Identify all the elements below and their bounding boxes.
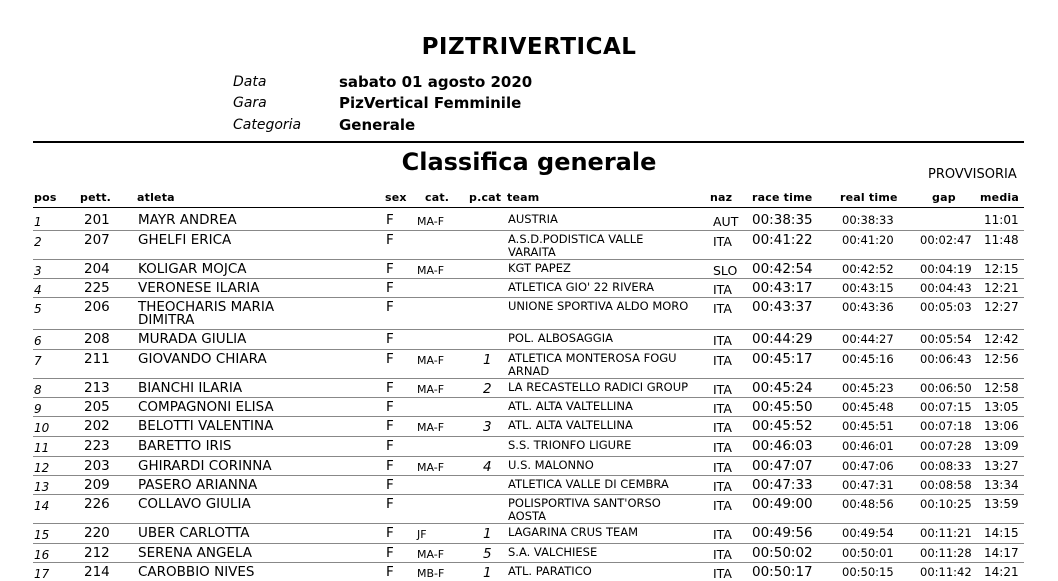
cell-sex: F bbox=[386, 545, 394, 561]
row-divider bbox=[33, 278, 1024, 279]
cell-naz: ITA bbox=[713, 234, 732, 249]
cell-sex: F bbox=[386, 418, 394, 434]
cell-pcat: 4 bbox=[483, 459, 492, 475]
cell-real: 00:38:33 bbox=[842, 213, 894, 227]
cell-sex: F bbox=[386, 458, 394, 474]
status-label: PROVVISORIA bbox=[928, 167, 1017, 182]
cell-naz: ITA bbox=[713, 301, 732, 316]
cell-pett: 213 bbox=[84, 380, 110, 396]
cell-naz: ITA bbox=[713, 333, 732, 348]
cell-race: 00:43:37 bbox=[752, 299, 813, 315]
cell-sex: F bbox=[386, 399, 394, 415]
cell-pos: 5 bbox=[34, 302, 42, 316]
cell-real: 00:44:27 bbox=[842, 332, 894, 346]
row-divider bbox=[33, 416, 1024, 417]
cell-naz: ITA bbox=[713, 282, 732, 297]
cell-pos: 9 bbox=[34, 402, 42, 416]
cell-atleta: PASERO ARIANNA bbox=[138, 477, 258, 493]
cell-pos: 4 bbox=[34, 283, 42, 297]
cell-team: A.S.D.PODISTICA VALLE bbox=[508, 232, 644, 246]
cell-atleta: COMPAGNONI ELISA bbox=[138, 399, 274, 415]
cell-atleta: SERENA ANGELA bbox=[138, 545, 253, 561]
cell-team: U.S. MALONNO bbox=[508, 458, 594, 472]
cell-race: 00:50:02 bbox=[752, 545, 813, 561]
gara-label: Gara bbox=[233, 95, 267, 111]
cell-pett: 208 bbox=[84, 331, 110, 347]
cell-sex: F bbox=[386, 438, 394, 454]
cell-pos: 12 bbox=[34, 461, 50, 475]
cell-cat: MA-F bbox=[417, 548, 445, 561]
cell-race: 00:45:52 bbox=[752, 418, 813, 434]
cell-race: 00:45:50 bbox=[752, 399, 813, 415]
cell-sex: F bbox=[386, 351, 394, 367]
categoria-value: Generale bbox=[339, 116, 416, 134]
cell-naz: ITA bbox=[713, 527, 732, 542]
cell-atleta: THEOCHARIS MARIA bbox=[138, 299, 275, 315]
cell-pos: 3 bbox=[34, 264, 42, 278]
cell-race: 00:41:22 bbox=[752, 232, 813, 248]
cell-naz: ITA bbox=[713, 479, 732, 494]
cell-pett: 212 bbox=[84, 545, 110, 561]
cell-cat: MA-F bbox=[417, 461, 445, 474]
cell-team: ATLETICA MONTEROSA FOGU bbox=[508, 351, 677, 365]
cell-gap: 00:04:43 bbox=[920, 281, 972, 295]
cell-team: ATL. PARATICO bbox=[508, 564, 592, 578]
cell-pos: 15 bbox=[34, 528, 50, 542]
cell-real: 00:42:52 bbox=[842, 262, 894, 276]
cell-gap: 00:05:03 bbox=[920, 300, 972, 314]
cell-cat: MA-F bbox=[417, 264, 445, 277]
cell-media: 11:01 bbox=[984, 213, 1019, 227]
cell-pos: 13 bbox=[34, 480, 50, 494]
cell-atleta: UBER CARLOTTA bbox=[138, 525, 250, 541]
cell-race: 00:44:29 bbox=[752, 331, 813, 347]
cell-sex: F bbox=[386, 564, 394, 580]
cell-naz: SLO bbox=[713, 263, 738, 278]
row-divider bbox=[33, 259, 1024, 260]
cell-atleta: BELOTTI VALENTINA bbox=[138, 418, 274, 434]
cell-race: 00:50:17 bbox=[752, 564, 813, 580]
cell-gap: 00:08:33 bbox=[920, 459, 972, 473]
row-divider bbox=[33, 475, 1024, 476]
cell-race: 00:38:35 bbox=[752, 212, 813, 228]
cell-gap: 00:10:25 bbox=[920, 497, 972, 511]
cell-pcat: 2 bbox=[483, 381, 492, 397]
row-divider bbox=[33, 297, 1024, 298]
cell-team: ATLETICA GIO' 22 RIVERA bbox=[508, 280, 655, 294]
cell-pett: 223 bbox=[84, 438, 110, 454]
cell-sex: F bbox=[386, 525, 394, 541]
cell-pos: 11 bbox=[34, 441, 50, 455]
row-divider bbox=[33, 523, 1024, 524]
cell-atleta: MURADA GIULIA bbox=[138, 331, 247, 347]
cell-cat: MB-F bbox=[417, 567, 445, 580]
cell-real: 00:45:48 bbox=[842, 400, 894, 414]
cell-gap: 00:05:54 bbox=[920, 332, 972, 346]
cell-real: 00:45:23 bbox=[842, 381, 894, 395]
row-divider bbox=[33, 397, 1024, 398]
cell-pett: 206 bbox=[84, 299, 110, 315]
cell-team: S.A. VALCHIESE bbox=[508, 545, 598, 559]
cell-media: 14:15 bbox=[984, 526, 1019, 540]
cell-media: 14:17 bbox=[984, 546, 1019, 560]
header-pcat: p.cat bbox=[469, 191, 502, 204]
header-pett: pett. bbox=[80, 191, 112, 204]
cell-media: 14:21 bbox=[984, 565, 1019, 579]
cell-pos: 2 bbox=[34, 235, 42, 249]
categoria-label: Categoria bbox=[233, 117, 302, 133]
cell-team: AOSTA bbox=[508, 509, 547, 523]
header-pos: pos bbox=[34, 191, 57, 204]
cell-pos: 10 bbox=[34, 421, 50, 435]
cell-race: 00:46:03 bbox=[752, 438, 813, 454]
cell-naz: ITA bbox=[713, 566, 732, 581]
cell-pos: 6 bbox=[34, 334, 42, 348]
cell-pos: 16 bbox=[34, 548, 50, 562]
cell-pos: 8 bbox=[34, 383, 42, 397]
cell-pos: 7 bbox=[34, 354, 42, 368]
cell-atleta: CAROBBIO NIVES bbox=[138, 564, 255, 580]
cell-pett: 211 bbox=[84, 351, 110, 367]
cell-naz: ITA bbox=[713, 382, 732, 397]
cell-team: AUSTRIA bbox=[508, 212, 558, 226]
cell-real: 00:47:06 bbox=[842, 459, 894, 473]
cell-cat: JF bbox=[417, 528, 427, 541]
header-cat: cat. bbox=[425, 191, 450, 204]
cell-pcat: 1 bbox=[483, 526, 492, 542]
cell-atleta: GHIRARDI CORINNA bbox=[138, 458, 272, 474]
header-gap: gap bbox=[932, 191, 956, 204]
cell-pett: 226 bbox=[84, 496, 110, 512]
cell-atleta: BARETTO IRIS bbox=[138, 438, 232, 454]
cell-atleta: COLLAVO GIULIA bbox=[138, 496, 251, 512]
row-divider bbox=[33, 436, 1024, 437]
cell-real: 00:46:01 bbox=[842, 439, 894, 453]
cell-real: 00:49:54 bbox=[842, 526, 894, 540]
header-media: media bbox=[980, 191, 1019, 204]
cell-sex: F bbox=[386, 496, 394, 512]
cell-pcat: 1 bbox=[483, 565, 492, 581]
ranking-title: Classifica generale bbox=[401, 148, 657, 176]
cell-sex: F bbox=[386, 212, 394, 228]
cell-team: POLISPORTIVA SANT'ORSO bbox=[508, 496, 661, 510]
cell-atleta: GIOVANDO CHIARA bbox=[138, 351, 267, 367]
cell-atleta: MAYR ANDREA bbox=[138, 212, 237, 228]
cell-media: 12:58 bbox=[984, 381, 1019, 395]
cell-pos: 17 bbox=[34, 567, 50, 581]
cell-media: 13:59 bbox=[984, 497, 1019, 511]
cell-media: 13:05 bbox=[984, 400, 1019, 414]
header-race-time: race time bbox=[752, 191, 813, 204]
row-divider bbox=[33, 378, 1024, 379]
cell-team: ATL. ALTA VALTELLINA bbox=[508, 399, 633, 413]
gara-value: PizVertical Femminile bbox=[339, 94, 522, 112]
cell-naz: AUT bbox=[713, 214, 739, 229]
header-team: team bbox=[507, 191, 540, 204]
cell-atleta: VERONESE ILARIA bbox=[138, 280, 260, 296]
cell-real: 00:47:31 bbox=[842, 478, 894, 492]
cell-team: ARNAD bbox=[508, 364, 550, 378]
cell-team: ATLETICA VALLE DI CEMBRA bbox=[508, 477, 669, 491]
cell-pett: 225 bbox=[84, 280, 110, 296]
cell-race: 00:43:17 bbox=[752, 280, 813, 296]
cell-race: 00:45:17 bbox=[752, 351, 813, 367]
cell-team: ATL. ALTA VALTELLINA bbox=[508, 418, 633, 432]
cell-media: 13:09 bbox=[984, 439, 1019, 453]
cell-sex: F bbox=[386, 299, 394, 315]
cell-media: 11:48 bbox=[984, 233, 1019, 247]
cell-pett: 203 bbox=[84, 458, 110, 474]
cell-team: KGT PAPEZ bbox=[508, 261, 571, 275]
cell-media: 13:27 bbox=[984, 459, 1019, 473]
cell-gap: 00:11:28 bbox=[920, 546, 972, 560]
cell-media: 12:56 bbox=[984, 352, 1019, 366]
cell-atleta: DIMITRA bbox=[138, 312, 195, 328]
cell-naz: ITA bbox=[713, 401, 732, 416]
cell-gap: 00:06:50 bbox=[920, 381, 972, 395]
cell-real: 00:50:15 bbox=[842, 565, 894, 579]
cell-gap: 00:07:18 bbox=[920, 419, 972, 433]
cell-atleta: BIANCHI ILARIA bbox=[138, 380, 243, 396]
cell-pett: 201 bbox=[84, 212, 110, 228]
cell-pcat: 5 bbox=[483, 546, 492, 562]
cell-real: 00:41:20 bbox=[842, 233, 894, 247]
cell-team: LAGARINA CRUS TEAM bbox=[508, 525, 639, 539]
cell-pett: 207 bbox=[84, 232, 110, 248]
cell-gap: 00:08:58 bbox=[920, 478, 972, 492]
cell-sex: F bbox=[386, 477, 394, 493]
cell-real: 00:43:36 bbox=[842, 300, 894, 314]
header-sex: sex bbox=[385, 191, 407, 204]
cell-naz: ITA bbox=[713, 420, 732, 435]
cell-media: 12:27 bbox=[984, 300, 1019, 314]
cell-naz: ITA bbox=[713, 353, 732, 368]
row-divider bbox=[33, 230, 1024, 231]
cell-naz: ITA bbox=[713, 547, 732, 562]
cell-gap: 00:07:28 bbox=[920, 439, 972, 453]
data-label: Data bbox=[233, 74, 267, 90]
cell-sex: F bbox=[386, 280, 394, 296]
cell-pos: 1 bbox=[34, 215, 42, 229]
cell-sex: F bbox=[386, 331, 394, 347]
cell-race: 00:49:00 bbox=[752, 496, 813, 512]
cell-pett: 202 bbox=[84, 418, 110, 434]
cell-gap: 00:06:43 bbox=[920, 352, 972, 366]
cell-cat: MA-F bbox=[417, 215, 445, 228]
cell-real: 00:50:01 bbox=[842, 546, 894, 560]
cell-cat: MA-F bbox=[417, 354, 445, 367]
cell-cat: MA-F bbox=[417, 383, 445, 396]
cell-pett: 205 bbox=[84, 399, 110, 415]
cell-race: 00:47:07 bbox=[752, 458, 813, 474]
cell-gap: 00:02:47 bbox=[920, 233, 972, 247]
cell-team: VARAITA bbox=[508, 245, 556, 259]
cell-sex: F bbox=[386, 232, 394, 248]
cell-sex: F bbox=[386, 380, 394, 396]
cell-sex: F bbox=[386, 261, 394, 277]
row-divider bbox=[33, 349, 1024, 350]
cell-race: 00:45:24 bbox=[752, 380, 813, 396]
cell-media: 13:34 bbox=[984, 478, 1019, 492]
cell-pcat: 1 bbox=[483, 352, 492, 368]
data-value: sabato 01 agosto 2020 bbox=[339, 73, 533, 91]
cell-gap: 00:04:19 bbox=[920, 262, 972, 276]
cell-real: 00:43:15 bbox=[842, 281, 894, 295]
cell-race: 00:49:56 bbox=[752, 525, 813, 541]
cell-real: 00:45:16 bbox=[842, 352, 894, 366]
cell-atleta: KOLIGAR MOJCA bbox=[138, 261, 247, 277]
header-real-time: real time bbox=[840, 191, 898, 204]
cell-pett: 209 bbox=[84, 477, 110, 493]
cell-gap: 00:11:42 bbox=[920, 565, 972, 579]
row-divider bbox=[33, 456, 1024, 457]
cell-pcat: 3 bbox=[483, 419, 492, 435]
cell-pos: 14 bbox=[34, 499, 50, 513]
cell-team: POL. ALBOSAGGIA bbox=[508, 331, 613, 345]
cell-real: 00:48:56 bbox=[842, 497, 894, 511]
header-atleta: atleta bbox=[137, 191, 175, 204]
cell-real: 00:45:51 bbox=[842, 419, 894, 433]
cell-atleta: GHELFI ERICA bbox=[138, 232, 232, 248]
cell-pett: 220 bbox=[84, 525, 110, 541]
cell-team: S.S. TRIONFO LIGURE bbox=[508, 438, 632, 452]
cell-gap: 00:07:15 bbox=[920, 400, 972, 414]
row-divider bbox=[33, 494, 1024, 495]
cell-media: 12:21 bbox=[984, 281, 1019, 295]
cell-pett: 204 bbox=[84, 261, 110, 277]
page-title: PIZTRIVERTICAL bbox=[421, 34, 637, 60]
cell-race: 00:42:54 bbox=[752, 261, 813, 277]
cell-naz: ITA bbox=[713, 460, 732, 475]
row-divider bbox=[33, 543, 1024, 544]
cell-race: 00:47:33 bbox=[752, 477, 813, 493]
cell-pett: 214 bbox=[84, 564, 110, 580]
cell-media: 12:15 bbox=[984, 262, 1019, 276]
cell-team: UNIONE SPORTIVA ALDO MORO bbox=[508, 299, 689, 313]
cell-media: 13:06 bbox=[984, 419, 1019, 433]
header-naz: naz bbox=[710, 191, 733, 204]
row-divider bbox=[33, 562, 1024, 563]
cell-cat: MA-F bbox=[417, 421, 445, 434]
cell-team: LA RECASTELLO RADICI GROUP bbox=[508, 380, 689, 394]
cell-media: 12:42 bbox=[984, 332, 1019, 346]
row-divider bbox=[33, 329, 1024, 330]
cell-naz: ITA bbox=[713, 440, 732, 455]
cell-gap: 00:11:21 bbox=[920, 526, 972, 540]
cell-naz: ITA bbox=[713, 498, 732, 513]
